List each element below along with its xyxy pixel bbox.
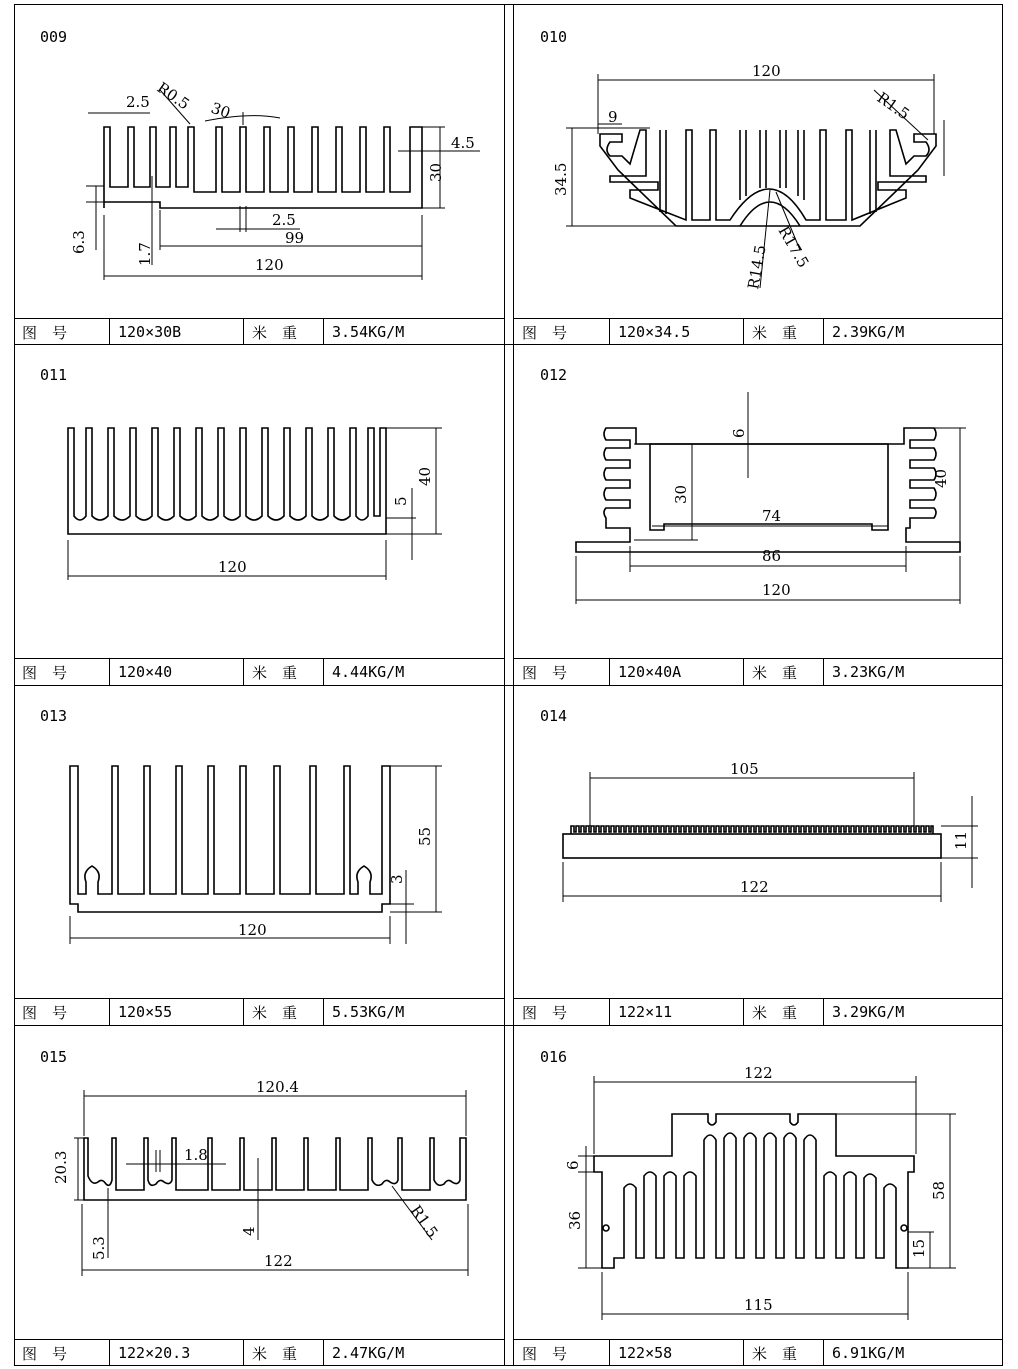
label-drawing-no: 图 号 [514, 659, 610, 685]
label-unit-weight: 米 重 [744, 659, 824, 685]
drawing-code: 010 [540, 28, 568, 46]
part-number: 122×11 [610, 999, 744, 1025]
label-unit-weight: 米 重 [744, 319, 824, 345]
unit-weight: 3.54KG/M [332, 323, 405, 341]
profile-drawing-011 [0, 0, 504, 680]
dim-86: 86 [762, 547, 782, 565]
dim-122: 122 [740, 878, 769, 896]
info-bar-016 [514, 1339, 1003, 1366]
profile-drawing-013 [0, 680, 504, 1020]
dim-74: 74 [762, 507, 782, 525]
drawing-code: 013 [40, 707, 68, 725]
part-number: 122×20.3 [110, 1340, 244, 1366]
dim-122: 122 [264, 1252, 293, 1270]
label-drawing-no: 图 号 [14, 319, 110, 345]
dim-122: 122 [744, 1064, 773, 1082]
drawing-code: 009 [40, 28, 68, 46]
dim-105: 105 [730, 760, 759, 778]
dim-4-5: 4.5 [451, 134, 475, 152]
profile-drawing-016 [514, 1020, 1004, 1340]
dim-120: 120 [238, 921, 267, 939]
label-drawing-no: 图 号 [514, 1340, 610, 1366]
dim-2-5-top: 2.5 [126, 93, 150, 111]
dim-30: 30 [672, 484, 690, 504]
label-unit-weight: 米 重 [744, 1340, 824, 1366]
part-number: 122×58 [610, 1340, 744, 1366]
dim-120: 120 [762, 581, 791, 599]
drawing-code: 012 [540, 366, 568, 384]
dim-r14-5: R14.5 [744, 243, 770, 291]
label-drawing-no: 图 号 [14, 659, 110, 685]
dim-5: 5 [392, 496, 410, 506]
dim-58: 58 [930, 1180, 948, 1200]
unit-weight: 2.47KG/M [332, 1344, 405, 1362]
label-drawing-no: 图 号 [514, 319, 610, 345]
part-number: 120×55 [110, 999, 244, 1025]
part-number: 120×40A [610, 659, 744, 685]
dim-11: 11 [952, 830, 970, 850]
dim-15: 15 [910, 1238, 928, 1258]
dim-120: 120 [218, 558, 247, 576]
drawing-code: 014 [540, 707, 568, 725]
label-unit-weight: 米 重 [244, 659, 324, 685]
dim-30-angle: 30 [208, 98, 233, 123]
dim-r17-5: R17.5 [774, 223, 813, 271]
profile-drawing-014 [514, 680, 1004, 1020]
dim-99: 99 [285, 229, 305, 247]
dim-1-7: 1.7 [136, 242, 154, 266]
part-number: 120×34.5 [610, 319, 744, 345]
label-unit-weight: 米 重 [244, 1340, 324, 1366]
dim-r1-5: R1.5 [406, 1201, 442, 1242]
info-bar-015 [14, 1339, 504, 1366]
drawing-code: 011 [40, 366, 68, 384]
unit-weight: 3.23KG/M [832, 663, 905, 681]
dim-120: 120 [255, 256, 284, 274]
part-number: 120×30B [110, 319, 244, 345]
dim-r0-5: R0.5 [153, 78, 193, 114]
dim-r1-5: R1.5 [873, 88, 913, 124]
dim-6-3: 6.3 [70, 230, 88, 254]
dim-34-5: 34.5 [552, 162, 570, 196]
label-unit-weight: 米 重 [244, 999, 324, 1025]
label-unit-weight: 米 重 [744, 999, 824, 1025]
unit-weight: 2.39KG/M [832, 323, 905, 341]
drawing-code: 016 [540, 1048, 568, 1066]
dim-6: 6 [730, 428, 748, 438]
unit-weight: 6.91KG/M [832, 1344, 905, 1362]
drawing-code: 015 [40, 1048, 68, 1066]
label-drawing-no: 图 号 [514, 999, 610, 1025]
unit-weight: 5.53KG/M [332, 1003, 405, 1021]
dim-1-8: 1.8 [184, 1146, 208, 1164]
dim-4: 4 [240, 1226, 258, 1236]
dim-3: 3 [388, 874, 406, 884]
dim-9: 9 [608, 108, 618, 126]
dim-20-3: 20.3 [52, 1150, 70, 1184]
profile-drawing-010 [514, 0, 1004, 320]
dim-120-4: 120.4 [256, 1078, 299, 1096]
dim-55: 55 [416, 826, 434, 846]
dim-6: 6 [564, 1160, 582, 1170]
unit-weight: 3.29KG/M [832, 1003, 905, 1021]
profile-drawing-015 [0, 1020, 504, 1340]
dim-36: 36 [566, 1210, 584, 1230]
label-drawing-no: 图 号 [14, 1340, 110, 1366]
dim-115: 115 [744, 1296, 773, 1314]
dim-40: 40 [416, 466, 434, 486]
label-unit-weight: 米 重 [244, 319, 324, 345]
dim-40: 40 [932, 468, 950, 488]
dim-30-height: 30 [427, 162, 445, 182]
dim-120: 120 [752, 62, 781, 80]
part-number: 120×40 [110, 659, 244, 685]
unit-weight: 4.44KG/M [332, 663, 405, 681]
dim-2-5-bottom: 2.5 [272, 211, 296, 229]
label-drawing-no: 图 号 [14, 999, 110, 1025]
dim-5-3: 5.3 [90, 1236, 108, 1260]
profile-drawing-012 [514, 340, 1004, 680]
